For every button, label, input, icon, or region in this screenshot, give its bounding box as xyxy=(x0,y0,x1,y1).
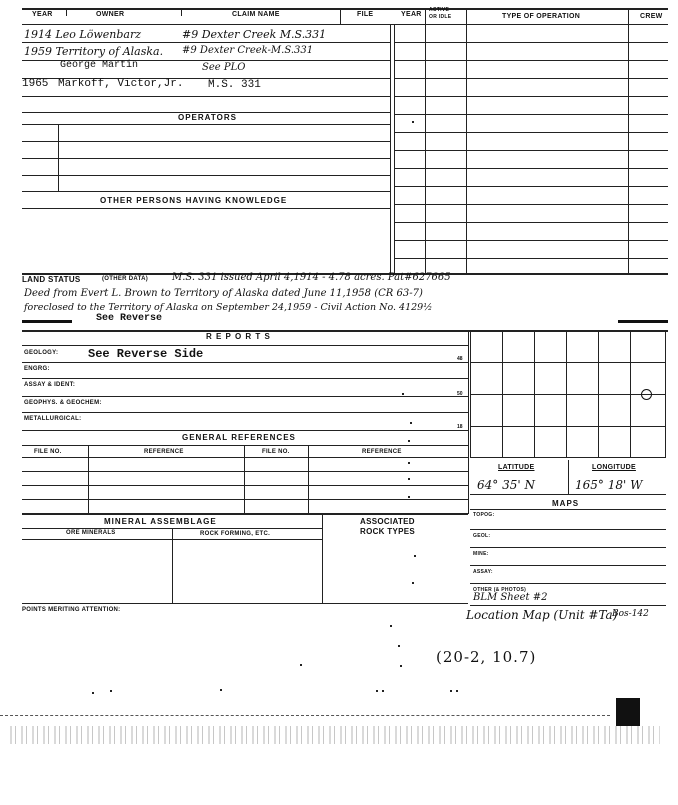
other-photos-value: BLM Sheet #2 xyxy=(473,592,548,603)
other-photos-label: OTHER (& PHOTOS) xyxy=(473,587,527,593)
ref-reference-header: REFERENCE xyxy=(144,449,184,455)
header-active: ACTIVE xyxy=(429,7,450,13)
ref-file-no-header: FILE NO. xyxy=(34,449,62,455)
land-status-line-3: foreclosed to the Territory of Alaska on September 24,1959 - Civil Action No. 4129½ xyxy=(24,302,433,313)
top-border xyxy=(22,8,668,10)
bottom-line xyxy=(0,715,610,716)
rock-forming-header: ROCK FORMING, ETC. xyxy=(200,531,271,537)
header-claim-name: CLAIM NAME xyxy=(232,11,280,18)
longitude-label: LONGITUDE xyxy=(592,464,636,471)
owner-row-1: 1914 Leo Löwenbarz xyxy=(24,28,142,41)
reports-right-edge xyxy=(468,330,469,514)
header-type-of-operation: TYPE OF OPERATION xyxy=(502,13,581,20)
geology-value: See Reverse Side xyxy=(88,347,204,361)
associated-label-1: ASSOCIATED xyxy=(360,517,415,526)
left-redaction-bar xyxy=(22,320,72,323)
location-map-note: Location Map (Unit #Ta) xyxy=(466,608,618,622)
geol-label: GEOL: xyxy=(473,533,491,539)
geophys-label: GEOPHYS. & GEOCHEM: xyxy=(24,400,102,406)
header-crew: CREW xyxy=(640,13,663,20)
typed-owner-first-names: George Martin xyxy=(60,60,139,71)
typed-owner-name: Markoff, Victor,Jr. xyxy=(58,78,184,90)
points-meriting-label: POINTS MERITING ATTENTION: xyxy=(22,607,121,613)
assay-map-label: ASSAY: xyxy=(473,569,493,575)
general-references-heading: GENERAL REFERENCES xyxy=(182,433,296,442)
header-or-idle: OR IDLE xyxy=(429,14,452,20)
ore-minerals-header: ORE MINERALS xyxy=(66,530,116,536)
see-reverse-stamp: See Reverse xyxy=(96,313,163,324)
ref-file-no-header-2: FILE NO. xyxy=(262,449,290,455)
grid-location-circle xyxy=(641,389,652,400)
land-status-line-1: M.S. 331 issued April 4,1914 - 4.78 acres. Pat#627665 xyxy=(172,272,451,283)
land-status-sublabel: (OTHER DATA) xyxy=(102,276,149,282)
scan-noise-strip xyxy=(10,726,660,744)
latitude-value: 64° 35' N xyxy=(477,478,535,492)
header-bottom-line xyxy=(22,24,668,25)
header-year: YEAR xyxy=(32,11,53,18)
typed-owner-year: 1965 xyxy=(22,78,49,90)
claim-row-2: #9 Dexter Creek-M.S.331 xyxy=(182,45,314,56)
ref-reference-header-2: REFERENCE xyxy=(362,449,402,455)
operators-heading: OPERATORS xyxy=(178,113,237,122)
header-owner: OWNER xyxy=(96,11,125,18)
associated-label-2: ROCK TYPES xyxy=(360,527,416,536)
reports-heading: R E P O R T S xyxy=(206,332,271,341)
mineral-assemblage-heading: MINERAL ASSEMBLAGE xyxy=(104,517,217,526)
report-number-18: 18 xyxy=(457,424,463,430)
typed-owner-claim: M.S. 331 xyxy=(208,79,261,91)
file-column-line xyxy=(390,24,391,274)
header-file: FILE xyxy=(357,11,374,18)
mine-label: MINE: xyxy=(473,551,489,557)
report-number-48: 48 xyxy=(457,356,463,362)
header-year-2: YEAR xyxy=(401,11,422,18)
maps-heading: MAPS xyxy=(552,499,580,508)
black-corner-block xyxy=(616,698,640,726)
grid-coordinates-note: (20-2, 10.7) xyxy=(436,648,537,666)
assay-label: ASSAY & IDENT: xyxy=(24,382,76,388)
other-persons-heading: OTHER PERSONS HAVING KNOWLEDGE xyxy=(100,196,288,205)
report-number-50: 50 xyxy=(457,391,463,397)
topog-label: TOPOG: xyxy=(473,512,495,518)
engrg-label: ENGRG: xyxy=(24,366,50,372)
right-redaction-bar xyxy=(618,320,668,323)
location-code: Bos-142 xyxy=(612,609,649,619)
metallurgical-label: METALLURGICAL: xyxy=(24,416,82,422)
owner-row-2: 1959 Territory of Alaska. xyxy=(24,45,164,58)
latitude-label: LATITUDE xyxy=(498,464,535,471)
longitude-value: 165° 18' W xyxy=(575,478,643,492)
land-status-label: LAND STATUS xyxy=(22,275,81,284)
see-plo-note: See PLO xyxy=(202,62,246,73)
land-status-line-2: Deed from Evert L. Brown to Territory of Alaska dated June 11,1958 (CR 63-7) xyxy=(24,288,423,299)
claim-row-1: #9 Dexter Creek M.S.331 xyxy=(182,28,327,41)
year-column-line xyxy=(394,24,395,274)
geology-label: GEOLOGY: xyxy=(24,350,59,356)
